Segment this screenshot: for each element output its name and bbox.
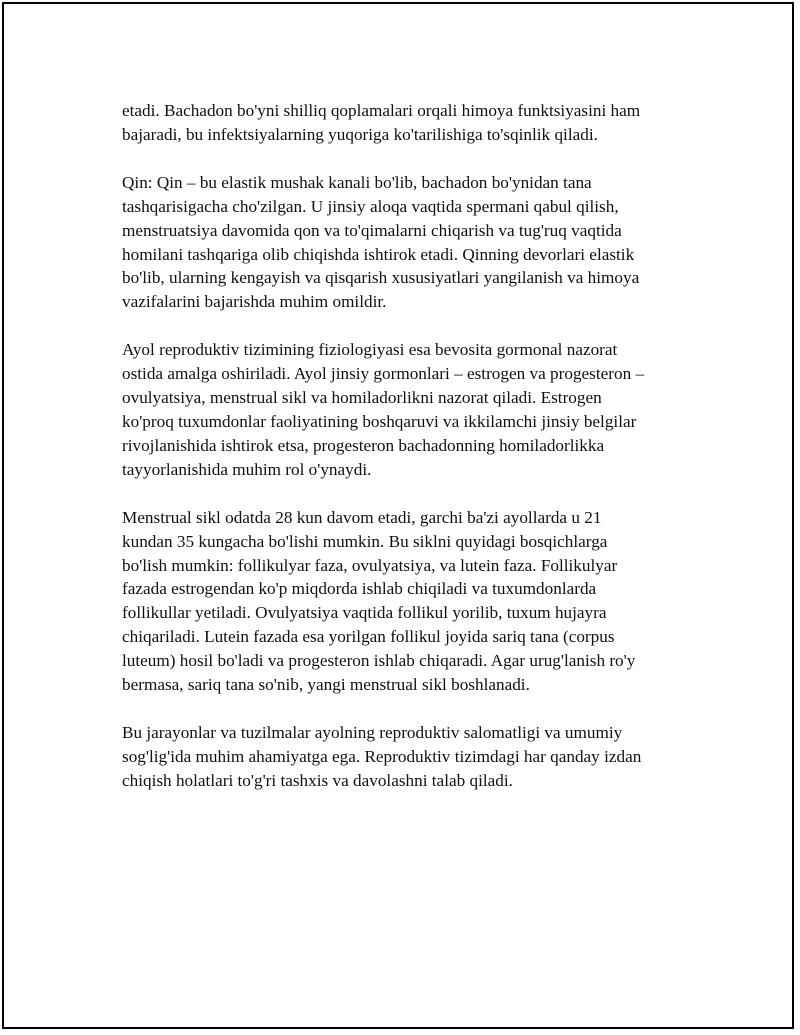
document-body	[122, 99, 697, 817]
page-frame	[2, 2, 794, 1029]
paragraph-menstrual-cycle: Menstrual sikl odatda 28 kun davom etadi, garchi ba'zi ayollarda u 21 kundan 35 kungacha bo'lishi mumkin. Bu siklni quyidagi bosqichlarga bo'lish mumkin: follikulyar faza, ovulyatsiya, va lutein faza. Follikulyar fazada estrogendan ko'p miqdorda ishlab chiqiladi va tuxumdonlarda follikullar yetiladi. Ovulyatsiya vaqtida follikul yorilib, tuxum hujayra chiqariladi. Lutein fazada esa yorilgan follikul joyida sariq tana (corpus luteum) hosil bo'ladi va progesteron ishlab chiqaradi. Agar urug'lanish ro'y bermasa, sariq tana so'nib, yangi menstrual sikl boshlanadi.	[122, 507, 636, 695]
paragraph-physiology: Ayol reproduktiv tizimining fiziologiyasi esa bevosita gormonal nazorat ostida amalga oshiriladi. Ayol jinsiy gormonlari – estrogen va progesteron – ovulyatsiya, menstrual sikl va homiladorlikni nazorat qiladi. Estrogen ko'proq tuxumdonlar faoliyatining boshqaruvi va ikkilamchi jinsiy belgilar rivojlanishida ishtirok etsa, progesteron bachadonning homiladorlikka tayyorlanishida muhim rol o'ynaydi.	[122, 340, 645, 479]
paragraph-conclusion: Bu jarayonlar va tuzilmalar ayolning reproduktiv salomatligi va umumiy sog'lig'ida muhim ahamiyatga ega. Reproduktiv tizimdagi har qanday izdan chiqish holatlari to'g'ri tashxis va davolashni talab qiladi.	[122, 722, 642, 790]
paragraph-cervix-continuation: etadi. Bachadon bo'yni shilliq qoplamalari orqali himoya funktsiyasini ham bajaradi, bu infektsiyalarning yuqoriga ko'tarilishiga to'sqinlik qiladi.	[122, 101, 641, 144]
paragraph-vagina: Qin: Qin – bu elastik mushak kanali bo'lib, bachadon bo'ynidan tana tashqarisigacha cho'zilgan. U jinsiy aloqa vaqtida spermani qabul qilish, menstruatsiya davomida qon va to'qimalarni chiqarish va tug'ruq vaqtida homilani tashqariga olib chiqishda ishtirok etadi. Qinning devorlari elastik bo'lib, ularning kengayish va qisqarish xususiyatlari yangilanish va himoya vazifalarini bajarishda muhim omildir.	[122, 172, 640, 312]
